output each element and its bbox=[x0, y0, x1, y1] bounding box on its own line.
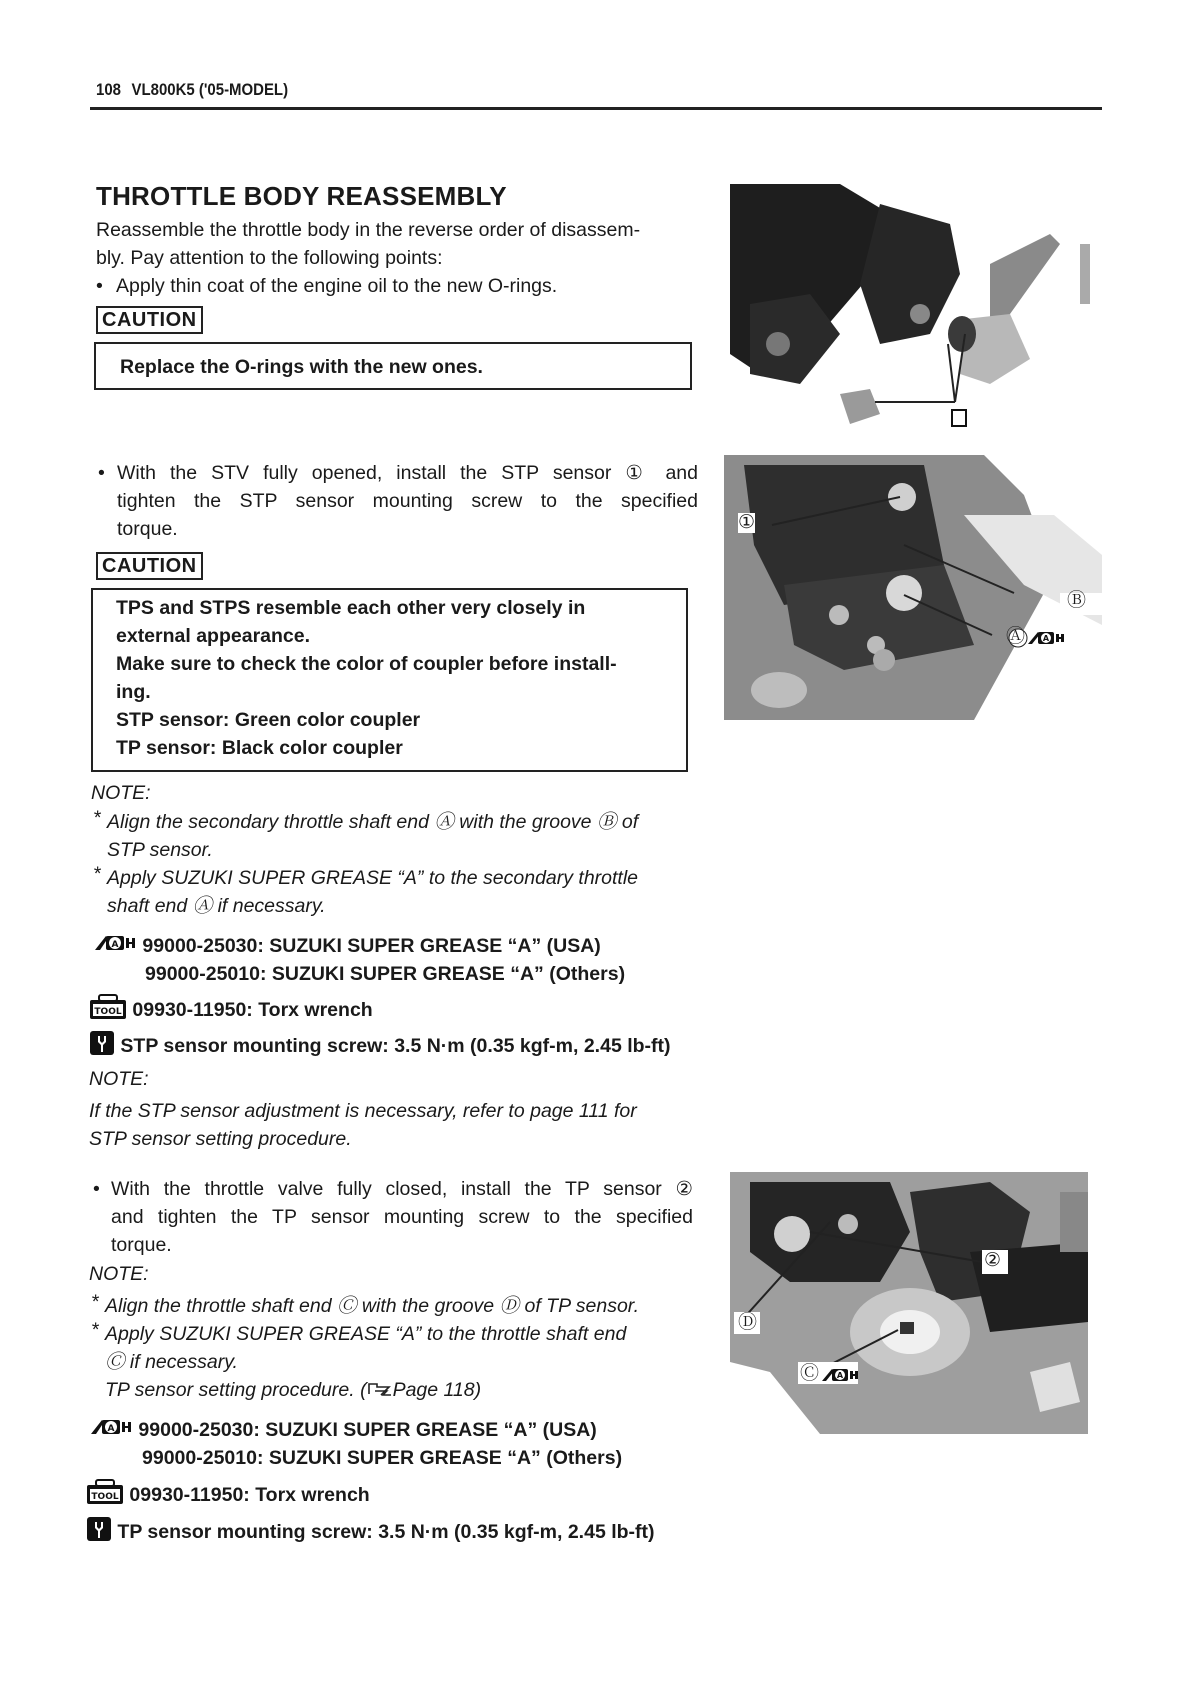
torque-spec bbox=[89, 1030, 671, 1064]
note-line: STP sensor setting procedure. bbox=[89, 1128, 352, 1150]
photo-o-rings bbox=[730, 184, 1104, 430]
grease-icon bbox=[89, 1417, 133, 1445]
photo-stp-drawing bbox=[724, 455, 1102, 720]
grease-usa: 99000-25030: SUZUKI SUPER GREASE “A” (USA) bbox=[142, 935, 601, 957]
section-title: THROTTLE BODY REASSEMBLY bbox=[96, 181, 507, 211]
note-item bbox=[89, 1292, 709, 1320]
tool-text: 09930-11950: Torx wrench bbox=[129, 1484, 370, 1507]
bullet-dot: • bbox=[93, 1178, 100, 1200]
caution-box bbox=[94, 342, 692, 390]
grease-icon bbox=[820, 1366, 860, 1389]
caution-label: CAUTION bbox=[96, 306, 203, 334]
stp-bullet bbox=[98, 459, 698, 543]
callout-d: Ⓓ bbox=[738, 1312, 758, 1333]
tool-label: TOOL bbox=[94, 1007, 122, 1017]
svg-text:A: A bbox=[836, 1371, 844, 1380]
callout-1: ① bbox=[738, 512, 756, 533]
note-asterisk: * bbox=[91, 1291, 99, 1313]
note-line: Ⓒ if necessary. bbox=[105, 1351, 238, 1373]
torque-spec bbox=[86, 1516, 655, 1550]
bullet-dot: • bbox=[98, 462, 105, 484]
caution-line: Make sure to check the color of coupler before install- bbox=[116, 653, 617, 675]
header-rule bbox=[90, 107, 1102, 110]
stp-bullet-line: torque. bbox=[117, 518, 178, 540]
intro-line: bly. Pay attention to the following points: bbox=[96, 247, 443, 269]
note-text bbox=[89, 1097, 709, 1153]
note-line: Align the secondary throttle shaft end Ⓐ with the groove Ⓑ of bbox=[107, 811, 639, 833]
model-name: VL800K5 ('05-MODEL) bbox=[131, 80, 289, 99]
callout-b: Ⓑ bbox=[1067, 590, 1087, 611]
note-line: STP sensor. bbox=[107, 839, 213, 861]
tp-bullet-line: With the throttle valve fully closed, install the TP sensor ② bbox=[111, 1178, 693, 1200]
note-asterisk: * bbox=[93, 807, 101, 829]
note-line: shaft end Ⓐ if necessary. bbox=[107, 895, 326, 917]
tp-bullet-line: and tighten the TP sensor mounting screw to the specified bbox=[111, 1206, 693, 1228]
note-list bbox=[91, 808, 711, 920]
note-label: NOTE: bbox=[91, 782, 151, 804]
grease-spec bbox=[93, 932, 601, 961]
grease-icon bbox=[1026, 629, 1066, 652]
caution-line: TP sensor: Black color coupler bbox=[116, 737, 403, 759]
photo-tp-sensor bbox=[730, 1172, 1088, 1434]
bullet-text: Apply thin coat of the engine oil to the new O-rings. bbox=[116, 275, 558, 297]
callout-c: Ⓒ bbox=[800, 1363, 820, 1384]
note-list bbox=[89, 1292, 709, 1405]
tool-text: 09930-11950: Torx wrench bbox=[132, 999, 373, 1022]
tool-label: TOOL bbox=[91, 1492, 119, 1502]
note-label: NOTE: bbox=[89, 1068, 149, 1090]
callout-a: Ⓐ bbox=[1006, 626, 1026, 647]
intro-text bbox=[96, 216, 716, 300]
note-item bbox=[91, 808, 711, 864]
note-line: Apply SUZUKI SUPER GREASE “A” to the secondary throttle bbox=[107, 867, 639, 889]
tool-spec bbox=[86, 1479, 370, 1513]
photo-o-rings-drawing bbox=[730, 184, 1104, 430]
torque-wrench-icon bbox=[89, 1030, 115, 1064]
torque-text: STP sensor mounting screw: 3.5 N·m (0.35 kgf-m, 2.45 lb-ft) bbox=[120, 1035, 671, 1058]
grease-others: 99000-25010: SUZUKI SUPER GREASE “A” (Others) bbox=[142, 1447, 623, 1469]
note-ref-page[interactable]: Page 118) bbox=[392, 1379, 482, 1401]
grease-spec bbox=[89, 1416, 597, 1445]
note-item bbox=[91, 864, 711, 920]
stp-bullet-line: tighten the STP sensor mounting screw to the specified bbox=[117, 490, 698, 512]
grease-letter: A bbox=[111, 939, 119, 950]
callout-2: ② bbox=[984, 1250, 1002, 1271]
bullet-dot: • bbox=[96, 275, 103, 297]
stp-bullet-line: With the STV fully opened, install the STP sensor ① and bbox=[117, 462, 698, 484]
page-ref-icon[interactable] bbox=[367, 1377, 393, 1405]
note-asterisk: * bbox=[93, 863, 101, 885]
grease-icon bbox=[93, 933, 137, 961]
torque-text: TP sensor mounting screw: 3.5 N·m (0.35 kgf-m, 2.45 lb-ft) bbox=[117, 1521, 655, 1544]
note-line: Apply SUZUKI SUPER GREASE “A” to the throttle shaft end bbox=[105, 1323, 627, 1345]
caution-label: CAUTION bbox=[96, 552, 203, 580]
note-item bbox=[89, 1320, 709, 1405]
page-number: 108 bbox=[96, 80, 121, 99]
intro-line: Reassemble the throttle body in the reverse order of disassem- bbox=[96, 219, 641, 241]
grease-letter: A bbox=[107, 1423, 115, 1434]
tool-spec bbox=[89, 994, 373, 1028]
svg-text:A: A bbox=[1042, 634, 1050, 643]
caution-line: ing. bbox=[116, 681, 151, 703]
note-line: If the STP sensor adjustment is necessary, refer to page 111 for bbox=[89, 1100, 637, 1122]
note-label: NOTE: bbox=[89, 1263, 149, 1285]
intro-bullet bbox=[96, 272, 716, 300]
tool-icon bbox=[89, 994, 127, 1028]
caution-line: STP sensor: Green color coupler bbox=[116, 709, 421, 731]
caution-line: TPS and STPS resemble each other very closely in bbox=[116, 597, 586, 619]
page-header bbox=[96, 80, 288, 100]
note-line: Align the throttle shaft end Ⓒ with the groove Ⓓ of TP sensor. bbox=[105, 1295, 639, 1317]
grease-usa: 99000-25030: SUZUKI SUPER GREASE “A” (USA) bbox=[138, 1419, 597, 1441]
note-ref-prefix: TP sensor setting procedure. ( bbox=[105, 1379, 367, 1401]
note-asterisk: * bbox=[91, 1319, 99, 1341]
photo-stp-sensor bbox=[724, 455, 1102, 720]
grease-others: 99000-25010: SUZUKI SUPER GREASE “A” (Others) bbox=[145, 963, 626, 985]
torque-wrench-icon bbox=[86, 1516, 112, 1550]
tp-bullet bbox=[93, 1175, 693, 1259]
caution-text: Replace the O-rings with the new ones. bbox=[120, 356, 483, 378]
tool-icon bbox=[86, 1479, 124, 1513]
note-line bbox=[105, 1376, 709, 1405]
caution-line: external appearance. bbox=[116, 625, 311, 647]
photo-tp-drawing bbox=[730, 1172, 1088, 1434]
tp-bullet-line: torque. bbox=[111, 1234, 172, 1256]
caution-box bbox=[91, 588, 688, 772]
